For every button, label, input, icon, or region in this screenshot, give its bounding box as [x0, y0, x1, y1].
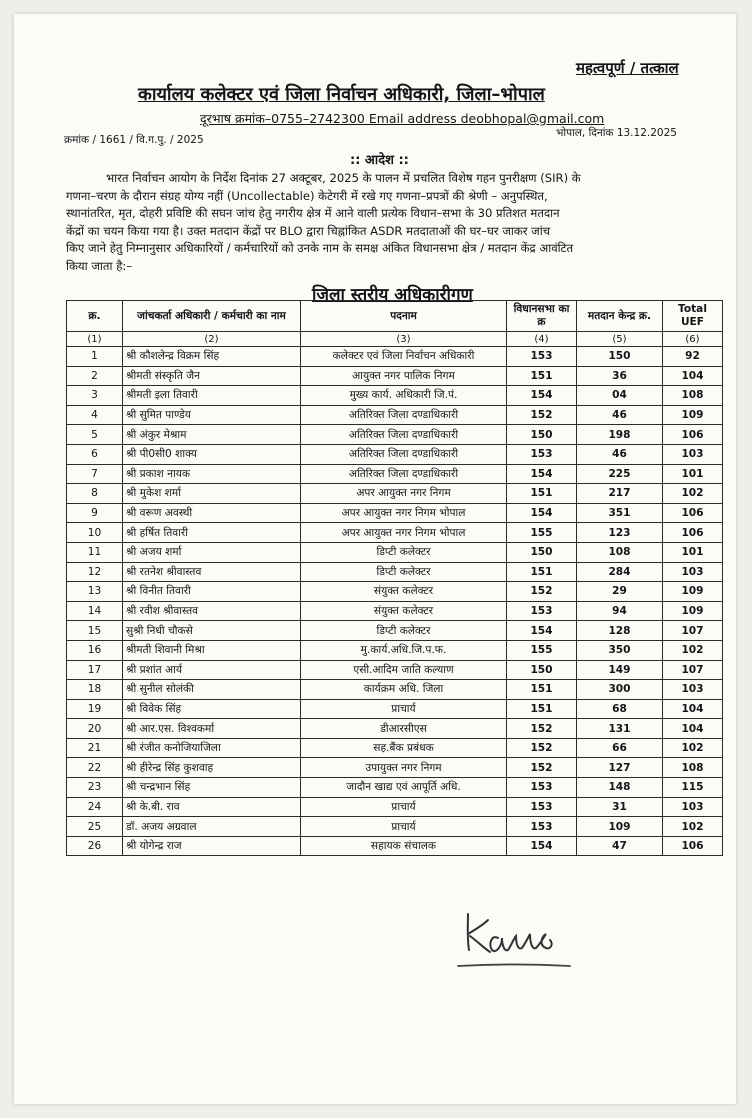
office-title: कार्यालय कलेक्टर एवं जिला निर्वाचन अधिकारी, जिला–भोपाल [138, 84, 545, 105]
cell-serial: 12 [67, 562, 123, 582]
cell-total-uef: 107 [663, 621, 723, 641]
cell-serial: 2 [67, 366, 123, 386]
table-row [67, 503, 723, 523]
cell-officer-name: श्री रतनेश श्रीवास्तव [123, 562, 301, 582]
cell-officer-name: श्री रवीश श्रीवास्तव [123, 601, 301, 621]
header-name: जांचकर्ता अधिकारी / कर्मचारी का नाम [123, 301, 301, 332]
cell-total-uef: 101 [663, 542, 723, 562]
cell-designation: डिप्टी कलेक्टर [301, 562, 507, 582]
cell-assembly: 153 [507, 601, 577, 621]
cell-serial: 6 [67, 444, 123, 464]
cell-officer-name: श्री सुमित पाण्डेय [123, 405, 301, 425]
cell-officer-name: श्रीमती इला तिवारी [123, 386, 301, 406]
body-line: स्थानांतरित, मृत, दोहरी प्रविष्टि की सघन जांच हेतु नगरीय क्षेत्र में आने वाली प्रत्येक विधान–सभा के 30 प्रतिशत मतदान [66, 206, 560, 220]
table-row [67, 542, 723, 562]
cell-polling-station: 284 [577, 562, 663, 582]
table-row [67, 699, 723, 719]
cell-polling-station: 198 [577, 425, 663, 445]
cell-assembly: 154 [507, 464, 577, 484]
cell-officer-name: श्री वरूण अवस्थी [123, 503, 301, 523]
cell-assembly: 153 [507, 817, 577, 837]
cell-polling-station: 46 [577, 405, 663, 425]
table-row [67, 719, 723, 739]
cell-assembly: 154 [507, 386, 577, 406]
reference-number: क्रमांक / 1661 / वि.ग.पु. / 2025 [64, 134, 204, 146]
cell-total-uef: 103 [663, 797, 723, 817]
table-row [67, 601, 723, 621]
cell-serial: 3 [67, 386, 123, 406]
table-body [67, 347, 723, 856]
table-row [67, 523, 723, 543]
cell-total-uef: 102 [663, 817, 723, 837]
cell-polling-station: 31 [577, 797, 663, 817]
header-polling-station: मतदान केन्द्र क्र. [577, 301, 663, 332]
cell-designation: मु.कार्य.अधि.जि.प.फ. [301, 640, 507, 660]
table-row [67, 405, 723, 425]
cell-polling-station: 123 [577, 523, 663, 543]
cell-total-uef: 104 [663, 719, 723, 739]
cell-polling-station: 109 [577, 817, 663, 837]
priority-label: महत्वपूर्ण / तत्काल [576, 59, 679, 77]
cell-serial: 24 [67, 797, 123, 817]
cell-assembly: 152 [507, 719, 577, 739]
cell-assembly: 153 [507, 778, 577, 798]
cell-officer-name: श्री सुनील सोलंकी [123, 680, 301, 700]
table-row [67, 582, 723, 602]
cell-polling-station: 04 [577, 386, 663, 406]
cell-serial: 13 [67, 582, 123, 602]
cell-officer-name: श्री चन्द्रभान सिंह [123, 778, 301, 798]
place-date: भोपाल, दिनांक 13.12.2025 [556, 127, 677, 139]
cell-assembly: 151 [507, 680, 577, 700]
table-row [67, 640, 723, 660]
cell-designation: सहायक संचालक [301, 836, 507, 856]
cell-officer-name: श्री विवेक सिंह [123, 699, 301, 719]
cell-designation: उपायुक्त नगर निगम [301, 758, 507, 778]
cell-total-uef: 104 [663, 366, 723, 386]
signature-image [454, 904, 574, 974]
cell-officer-name: श्री कौशलेन्द्र विक्रम सिंह [123, 347, 301, 367]
cell-designation: अतिरिक्त जिला दण्डाधिकारी [301, 444, 507, 464]
cell-total-uef: 102 [663, 738, 723, 758]
cell-total-uef: 101 [663, 464, 723, 484]
cell-designation: अपर आयुक्त नगर निगम भोपाल [301, 523, 507, 543]
contact-line: दूरभाष क्रमांक–0755–2742300 Email address deobhopal@gmail.com [200, 111, 605, 126]
cell-assembly: 151 [507, 562, 577, 582]
cell-total-uef: 108 [663, 386, 723, 406]
cell-assembly: 154 [507, 836, 577, 856]
document-page [14, 14, 736, 1104]
cell-total-uef: 103 [663, 680, 723, 700]
cell-designation: प्राचार्य [301, 699, 507, 719]
cell-serial: 17 [67, 660, 123, 680]
cell-designation: अतिरिक्त जिला दण्डाधिकारी [301, 405, 507, 425]
cell-designation: सह.बैंक प्रबंधक [301, 738, 507, 758]
cell-designation: अपर आयुक्त नगर निगम भोपाल [301, 503, 507, 523]
cell-polling-station: 94 [577, 601, 663, 621]
cell-total-uef: 115 [663, 778, 723, 798]
cell-polling-station: 149 [577, 660, 663, 680]
cell-assembly: 153 [507, 444, 577, 464]
cell-polling-station: 29 [577, 582, 663, 602]
cell-officer-name: डॉ. अजय अग्रवाल [123, 817, 301, 837]
cell-polling-station: 300 [577, 680, 663, 700]
header-assembly: विधानसभा का क्र [507, 301, 577, 332]
cell-designation: डीआरसीएस [301, 719, 507, 739]
cell-polling-station: 66 [577, 738, 663, 758]
cell-officer-name: श्री योगेन्द्र राज [123, 836, 301, 856]
body-line: किया जाता है:– [66, 258, 133, 273]
cell-serial: 26 [67, 836, 123, 856]
cell-serial: 20 [67, 719, 123, 739]
cell-serial: 14 [67, 601, 123, 621]
cell-serial: 10 [67, 523, 123, 543]
table-header-number-row [67, 332, 723, 347]
table-title: जिला स्तरीय अधिकारीगण [312, 285, 473, 305]
cell-serial: 23 [67, 778, 123, 798]
cell-designation: कार्यक्रम अधि. जिला [301, 680, 507, 700]
cell-total-uef: 109 [663, 405, 723, 425]
cell-total-uef: 109 [663, 582, 723, 602]
table-row [67, 758, 723, 778]
body-line: केंद्रों का चयन किया गया है। उक्त मतदान केंद्रों पर BLO द्वारा चिह्नांकित ASDR मतदाताओं की घर–घर जाकर जांच [66, 223, 551, 238]
cell-officer-name: श्री आर.एस. विश्वकर्मा [123, 719, 301, 739]
cell-serial: 21 [67, 738, 123, 758]
cell-designation: संयुक्त कलेक्टर [301, 601, 507, 621]
table-row [67, 817, 723, 837]
table-row [67, 738, 723, 758]
cell-assembly: 150 [507, 660, 577, 680]
cell-assembly: 152 [507, 582, 577, 602]
header-number: (5) [577, 332, 663, 347]
table-row [67, 797, 723, 817]
cell-serial: 7 [67, 464, 123, 484]
cell-total-uef: 103 [663, 444, 723, 464]
table-row [67, 347, 723, 367]
cell-officer-name: श्रीमती संस्कृति जैन [123, 366, 301, 386]
header-number: (4) [507, 332, 577, 347]
cell-serial: 4 [67, 405, 123, 425]
cell-serial: 15 [67, 621, 123, 641]
cell-designation: अतिरिक्त जिला दण्डाधिकारी [301, 425, 507, 445]
cell-officer-name: श्री हर्षित तिवारी [123, 523, 301, 543]
cell-designation: मुख्य कार्य. अधिकारी जि.पं. [301, 386, 507, 406]
header-designation: पदनाम [301, 301, 507, 332]
cell-assembly: 153 [507, 797, 577, 817]
cell-designation: प्राचार्य [301, 817, 507, 837]
table-row [67, 621, 723, 641]
cell-total-uef: 106 [663, 836, 723, 856]
cell-designation: अतिरिक्त जिला दण्डाधिकारी [301, 464, 507, 484]
cell-serial: 11 [67, 542, 123, 562]
cell-serial: 1 [67, 347, 123, 367]
cell-serial: 18 [67, 680, 123, 700]
order-body [66, 170, 710, 275]
officers-table [66, 300, 723, 856]
cell-designation: अपर आयुक्त नगर निगम [301, 484, 507, 504]
cell-designation: आयुक्त नगर पालिक निगम [301, 366, 507, 386]
body-line: गणना–चरण के दौरान संग्रह योग्य नहीं (Uncollectable) केटेगरी में रखे गए गणना–प्रपत्रों की श्रेणी – अनुपस्थित, [66, 188, 548, 203]
table-row [67, 836, 723, 856]
cell-polling-station: 68 [577, 699, 663, 719]
table-row [67, 484, 723, 504]
cell-assembly: 155 [507, 523, 577, 543]
cell-officer-name: सुश्री निधी चौकसे [123, 621, 301, 641]
header-number: (2) [123, 332, 301, 347]
table-row [67, 778, 723, 798]
cell-officer-name: श्री प्रशांत आर्य [123, 660, 301, 680]
cell-polling-station: 351 [577, 503, 663, 523]
table-row [67, 386, 723, 406]
header-total-uef: Total UEF [663, 301, 723, 332]
cell-polling-station: 131 [577, 719, 663, 739]
cell-polling-station: 217 [577, 484, 663, 504]
cell-designation: डिप्टी कलेक्टर [301, 621, 507, 641]
cell-officer-name: श्री अजय शर्मा [123, 542, 301, 562]
body-line: किए जाने हेतु निम्नानुसार अधिकारियों / कर्मचारियों को उनके नाम के समक्ष अंकित विधानसभा क्षेत्र / मतदान केंद्र आवंटित [66, 241, 574, 255]
table-header-row [67, 301, 723, 332]
cell-serial: 22 [67, 758, 123, 778]
cell-polling-station: 127 [577, 758, 663, 778]
cell-polling-station: 148 [577, 778, 663, 798]
order-title: :: आदेश :: [350, 153, 409, 168]
table-row [67, 562, 723, 582]
table-row [67, 444, 723, 464]
cell-assembly: 150 [507, 542, 577, 562]
cell-serial: 5 [67, 425, 123, 445]
cell-polling-station: 47 [577, 836, 663, 856]
table-row [67, 366, 723, 386]
cell-polling-station: 225 [577, 464, 663, 484]
cell-officer-name: श्री पी0सी0 शाक्य [123, 444, 301, 464]
cell-assembly: 152 [507, 738, 577, 758]
cell-designation: प्राचार्य [301, 797, 507, 817]
cell-assembly: 154 [507, 503, 577, 523]
cell-assembly: 152 [507, 405, 577, 425]
cell-polling-station: 36 [577, 366, 663, 386]
cell-total-uef: 103 [663, 562, 723, 582]
cell-total-uef: 106 [663, 523, 723, 543]
cell-total-uef: 106 [663, 425, 723, 445]
cell-officer-name: श्री रंजीत कनोजियाजिला [123, 738, 301, 758]
cell-polling-station: 150 [577, 347, 663, 367]
cell-assembly: 151 [507, 484, 577, 504]
cell-serial: 19 [67, 699, 123, 719]
cell-polling-station: 350 [577, 640, 663, 660]
header-number: (1) [67, 332, 123, 347]
cell-assembly: 155 [507, 640, 577, 660]
cell-serial: 25 [67, 817, 123, 837]
table-row [67, 660, 723, 680]
cell-assembly: 150 [507, 425, 577, 445]
table-row [67, 464, 723, 484]
cell-total-uef: 106 [663, 503, 723, 523]
cell-designation: डिप्टी कलेक्टर [301, 542, 507, 562]
cell-designation: एसी.आदिम जाति कल्याण [301, 660, 507, 680]
cell-designation: जादौन खाद्य एवं आपूर्ति अधि. [301, 778, 507, 798]
cell-assembly: 151 [507, 366, 577, 386]
cell-officer-name: श्री प्रकाश नायक [123, 464, 301, 484]
cell-officer-name: श्री अंकुर मेश्राम [123, 425, 301, 445]
cell-assembly: 153 [507, 347, 577, 367]
table-row [67, 680, 723, 700]
cell-polling-station: 128 [577, 621, 663, 641]
cell-assembly: 151 [507, 699, 577, 719]
cell-designation: संयुक्त कलेक्टर [301, 582, 507, 602]
cell-officer-name: श्री हीरेन्द्र सिंह कुशवाह [123, 758, 301, 778]
cell-total-uef: 104 [663, 699, 723, 719]
cell-total-uef: 92 [663, 347, 723, 367]
cell-officer-name: श्री मुकेश शर्मा [123, 484, 301, 504]
cell-polling-station: 108 [577, 542, 663, 562]
cell-serial: 8 [67, 484, 123, 504]
table-row [67, 425, 723, 445]
header-number: (3) [301, 332, 507, 347]
cell-total-uef: 108 [663, 758, 723, 778]
cell-assembly: 152 [507, 758, 577, 778]
cell-total-uef: 107 [663, 660, 723, 680]
cell-total-uef: 102 [663, 484, 723, 504]
cell-officer-name: श्रीमती शिवानी मिश्रा [123, 640, 301, 660]
cell-polling-station: 46 [577, 444, 663, 464]
body-line: भारत निर्वाचन आयोग के निर्देश दिनांक 27 अक्टूबर, 2025 के पालन में प्रचलित विशेष गहन पुनरीक्षण (SIR) के [106, 171, 581, 185]
header-number: (6) [663, 332, 723, 347]
cell-total-uef: 109 [663, 601, 723, 621]
cell-serial: 16 [67, 640, 123, 660]
cell-officer-name: श्री के.बी. राव [123, 797, 301, 817]
header-serial: क्र. [67, 301, 123, 332]
cell-officer-name: श्री विनीत तिवारी [123, 582, 301, 602]
cell-assembly: 154 [507, 621, 577, 641]
cell-total-uef: 102 [663, 640, 723, 660]
cell-serial: 9 [67, 503, 123, 523]
cell-designation: कलेक्टर एवं जिला निर्वाचन अधिकारी [301, 347, 507, 367]
